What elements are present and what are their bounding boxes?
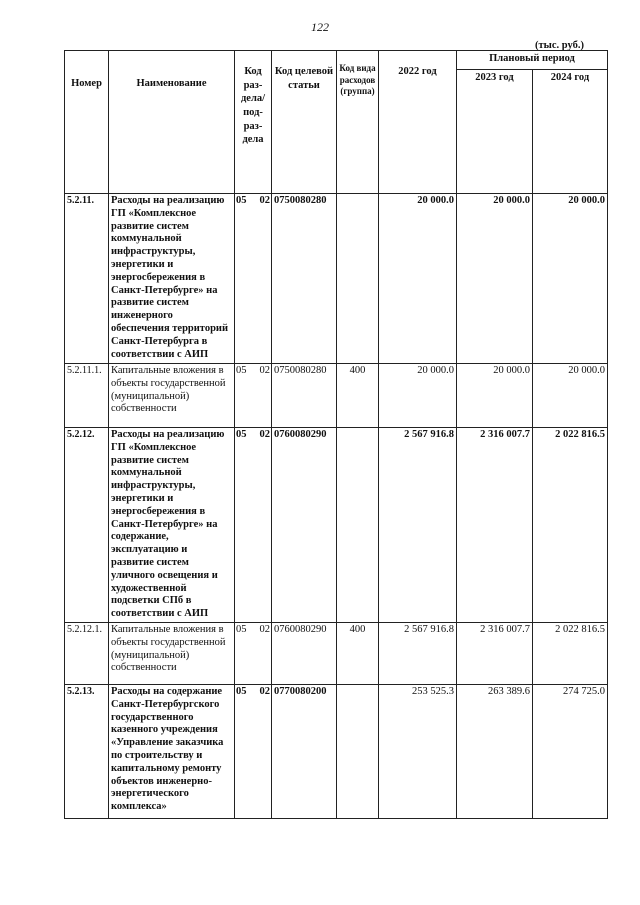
- table-row: [65, 622, 608, 684]
- row-section-code: 05 02: [235, 622, 272, 684]
- row-name: Расходы на реализацию ГП «Комплексное развитие систем коммунальной инфраструктуры, энергетики и энергосбережения в Санкт-Петербурге» на развитие систем инженерного обеспечения территорий Санкт-Петербурга в соответствии с АИП: [109, 194, 235, 364]
- row-number: 5.2.11.: [65, 194, 109, 364]
- row-target-code: 0770080200: [272, 684, 337, 818]
- row-name: Капитальные вложения в объекты государственной (муниципальной) собственности: [109, 364, 235, 428]
- row-value-2024: 2 022 816.5: [533, 428, 608, 623]
- header-plan-period: Плановый период: [457, 51, 608, 70]
- row-value-2024: 274 725.0: [533, 684, 608, 818]
- row-value-2022: 2 567 916.8: [379, 428, 457, 623]
- row-value-2024: 20 000.0: [533, 194, 608, 364]
- row-value-2023: 2 316 007.7: [457, 428, 533, 623]
- row-number: 5.2.11.1.: [65, 364, 109, 428]
- table-row: [65, 364, 608, 428]
- header-year-2024: 2024 год: [533, 70, 608, 194]
- row-value-2024: 2 022 816.5: [533, 622, 608, 684]
- table-row: [65, 194, 608, 364]
- row-expense-type: [337, 684, 379, 818]
- row-value-2023: 2 316 007.7: [457, 622, 533, 684]
- header-target-code: Код целевой статьи: [272, 51, 337, 194]
- row-section-code: 05 02: [235, 428, 272, 623]
- table-row: [65, 428, 608, 623]
- row-expense-type: 400: [337, 622, 379, 684]
- units-label: (тыс. руб.): [535, 40, 584, 51]
- row-value-2022: 253 525.3: [379, 684, 457, 818]
- row-value-2024: 20 000.0: [533, 364, 608, 428]
- row-number: 5.2.12.1.: [65, 622, 109, 684]
- header-number: Номер: [65, 51, 109, 194]
- row-target-code: 0750080280: [272, 194, 337, 364]
- row-value-2023: 20 000.0: [457, 364, 533, 428]
- row-number: 5.2.13.: [65, 684, 109, 818]
- row-expense-type: [337, 194, 379, 364]
- header-year-2022: 2022 год: [379, 51, 457, 194]
- page-number: 122: [311, 20, 329, 34]
- row-value-2023: 263 389.6: [457, 684, 533, 818]
- row-target-code: 0760080290: [272, 428, 337, 623]
- row-name: Капитальные вложения в объекты государственной (муниципальной) собственности: [109, 622, 235, 684]
- row-target-code: 0760080290: [272, 622, 337, 684]
- row-section-code: 05 02: [235, 684, 272, 818]
- header-section-code: Код раз-дела/под-раз-дела: [235, 51, 272, 194]
- budget-table: [64, 50, 608, 819]
- row-value-2022: 20 000.0: [379, 194, 457, 364]
- row-name: Расходы на реализацию ГП «Комплексное развитие систем коммунальной инфраструктуры, энергетики и энергосбережения в Санкт-Петербурге» на содержание, эксплуатацию и развитие систем уличного освещения и художественной подсветки СПб в соответствии с АИП: [109, 428, 235, 623]
- row-name: Расходы на содержание Санкт-Петербургского государственного казенного учреждения «Управление заказчика по строительству и капитальному ремонту объектов инженерно-энергетического комплекса»: [109, 684, 235, 818]
- row-number: 5.2.12.: [65, 428, 109, 623]
- header-expense-type-code: Код вида расходов (группа): [337, 51, 379, 194]
- row-section-code: 05 02: [235, 364, 272, 428]
- table-row: [65, 684, 608, 818]
- row-expense-type: [337, 428, 379, 623]
- row-value-2022: 2 567 916.8: [379, 622, 457, 684]
- row-section-code: 05 02: [235, 194, 272, 364]
- row-value-2023: 20 000.0: [457, 194, 533, 364]
- header-name: Наименование: [109, 51, 235, 194]
- header-year-2023: 2023 год: [457, 70, 533, 194]
- row-expense-type: 400: [337, 364, 379, 428]
- row-value-2022: 20 000.0: [379, 364, 457, 428]
- row-target-code: 0750080280: [272, 364, 337, 428]
